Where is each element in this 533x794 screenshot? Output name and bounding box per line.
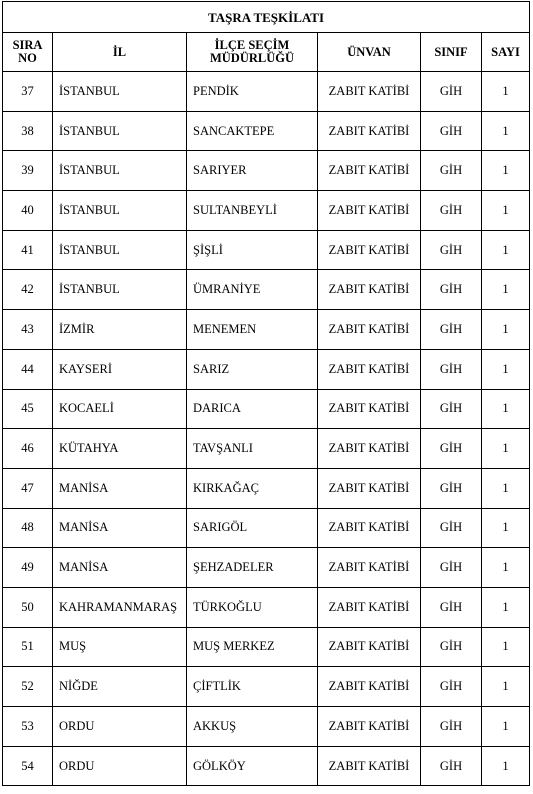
table-title-row xyxy=(3,2,530,33)
header-sira-no-line1: SIRA xyxy=(12,38,43,52)
cell-unvan: ZABIT KATİBİ xyxy=(318,746,421,786)
cell-sira-no: 40 xyxy=(3,191,53,231)
cell-il: İSTANBUL xyxy=(53,151,187,191)
cell-il: KOCAELİ xyxy=(53,389,187,429)
cell-sira-no: 51 xyxy=(3,627,53,667)
cell-sinif: GİH xyxy=(421,508,482,548)
table-row xyxy=(3,72,530,112)
cell-sayi: 1 xyxy=(482,667,530,707)
cell-sinif: GİH xyxy=(421,72,482,112)
cell-sira-no: 43 xyxy=(3,310,53,350)
cell-sira-no: 42 xyxy=(3,270,53,310)
cell-ilce: MUŞ MERKEZ xyxy=(187,627,318,667)
cell-sira-no: 45 xyxy=(3,389,53,429)
cell-il: KÜTAHYA xyxy=(53,429,187,469)
cell-sira-no: 46 xyxy=(3,429,53,469)
table-row xyxy=(3,707,530,747)
cell-il: KAYSERİ xyxy=(53,349,187,389)
cell-ilce: TAVŞANLI xyxy=(187,429,318,469)
cell-sinif: GİH xyxy=(421,230,482,270)
cell-unvan: ZABIT KATİBİ xyxy=(318,349,421,389)
cell-unvan: ZABIT KATİBİ xyxy=(318,627,421,667)
cell-sira-no: 41 xyxy=(3,230,53,270)
cell-sira-no: 54 xyxy=(3,746,53,786)
cell-unvan: ZABIT KATİBİ xyxy=(318,151,421,191)
cell-ilce: ŞEHZADELER xyxy=(187,548,318,588)
header-unvan: ÜNVAN xyxy=(318,33,421,72)
cell-sayi: 1 xyxy=(482,191,530,231)
cell-sayi: 1 xyxy=(482,707,530,747)
cell-sinif: GİH xyxy=(421,746,482,786)
cell-ilce: GÖLKÖY xyxy=(187,746,318,786)
header-ilce-line2: MÜDÜRLÜĞÜ xyxy=(209,51,295,65)
cell-il: İSTANBUL xyxy=(53,270,187,310)
cell-sira-no: 52 xyxy=(3,667,53,707)
cell-unvan: ZABIT KATİBİ xyxy=(318,389,421,429)
cell-unvan: ZABIT KATİBİ xyxy=(318,230,421,270)
cell-ilce: AKKUŞ xyxy=(187,707,318,747)
cell-sayi: 1 xyxy=(482,548,530,588)
table-row xyxy=(3,111,530,151)
cell-sayi: 1 xyxy=(482,429,530,469)
table-row xyxy=(3,429,530,469)
cell-il: İZMİR xyxy=(53,310,187,350)
table-row xyxy=(3,230,530,270)
tasra-teskilati-table xyxy=(2,1,530,786)
header-sinif: SINIF xyxy=(421,33,482,72)
table-row xyxy=(3,151,530,191)
cell-unvan: ZABIT KATİBİ xyxy=(318,72,421,112)
table-title: TAŞRA TEŞKİLATI xyxy=(3,2,530,33)
cell-sinif: GİH xyxy=(421,349,482,389)
cell-ilce: TÜRKOĞLU xyxy=(187,587,318,627)
cell-sayi: 1 xyxy=(482,349,530,389)
cell-ilce: ÇİFTLİK xyxy=(187,667,318,707)
cell-sinif: GİH xyxy=(421,191,482,231)
table-row xyxy=(3,627,530,667)
cell-sira-no: 47 xyxy=(3,468,53,508)
table-body xyxy=(3,72,530,786)
cell-il: İSTANBUL xyxy=(53,191,187,231)
cell-sayi: 1 xyxy=(482,310,530,350)
cell-sira-no: 39 xyxy=(3,151,53,191)
header-il: İL xyxy=(53,33,187,72)
cell-sinif: GİH xyxy=(421,707,482,747)
cell-sayi: 1 xyxy=(482,587,530,627)
cell-ilce: DARICA xyxy=(187,389,318,429)
cell-sayi: 1 xyxy=(482,111,530,151)
cell-sayi: 1 xyxy=(482,468,530,508)
table-row xyxy=(3,468,530,508)
cell-ilce: PENDİK xyxy=(187,72,318,112)
cell-sinif: GİH xyxy=(421,151,482,191)
cell-ilce: ÜMRANİYE xyxy=(187,270,318,310)
cell-il: MANİSA xyxy=(53,468,187,508)
cell-unvan: ZABIT KATİBİ xyxy=(318,508,421,548)
cell-sayi: 1 xyxy=(482,151,530,191)
cell-unvan: ZABIT KATİBİ xyxy=(318,270,421,310)
cell-sinif: GİH xyxy=(421,587,482,627)
cell-il: İSTANBUL xyxy=(53,230,187,270)
cell-ilce: SANCAKTEPE xyxy=(187,111,318,151)
header-sayi: SAYI xyxy=(482,33,530,72)
cell-sinif: GİH xyxy=(421,270,482,310)
cell-sayi: 1 xyxy=(482,230,530,270)
cell-il: MUŞ xyxy=(53,627,187,667)
cell-sinif: GİH xyxy=(421,111,482,151)
cell-sinif: GİH xyxy=(421,429,482,469)
table-header-row xyxy=(3,33,530,72)
table-row xyxy=(3,667,530,707)
cell-il: ORDU xyxy=(53,707,187,747)
cell-il: MANİSA xyxy=(53,548,187,588)
cell-sira-no: 53 xyxy=(3,707,53,747)
cell-ilce: SARIGÖL xyxy=(187,508,318,548)
cell-unvan: ZABIT KATİBİ xyxy=(318,310,421,350)
cell-unvan: ZABIT KATİBİ xyxy=(318,111,421,151)
cell-sinif: GİH xyxy=(421,627,482,667)
cell-sira-no: 44 xyxy=(3,349,53,389)
cell-sayi: 1 xyxy=(482,72,530,112)
table-row xyxy=(3,389,530,429)
header-sira-no xyxy=(3,33,53,72)
cell-ilce: KIRKAĞAÇ xyxy=(187,468,318,508)
cell-ilce: SARIYER xyxy=(187,151,318,191)
table-row xyxy=(3,508,530,548)
cell-sinif: GİH xyxy=(421,667,482,707)
cell-ilce: MENEMEN xyxy=(187,310,318,350)
cell-unvan: ZABIT KATİBİ xyxy=(318,468,421,508)
cell-sinif: GİH xyxy=(421,548,482,588)
table-row xyxy=(3,270,530,310)
cell-sira-no: 50 xyxy=(3,587,53,627)
cell-sinif: GİH xyxy=(421,389,482,429)
cell-sira-no: 37 xyxy=(3,72,53,112)
table-row xyxy=(3,746,530,786)
header-ilce xyxy=(187,33,318,72)
table-row xyxy=(3,310,530,350)
cell-ilce: SULTANBEYLİ xyxy=(187,191,318,231)
cell-unvan: ZABIT KATİBİ xyxy=(318,548,421,588)
header-sira-no-line2: NO xyxy=(18,51,37,65)
cell-il: NİĞDE xyxy=(53,667,187,707)
table-row xyxy=(3,548,530,588)
header-ilce-line1: İLÇE SEÇİM xyxy=(214,38,290,52)
table-row xyxy=(3,191,530,231)
cell-sira-no: 48 xyxy=(3,508,53,548)
cell-sayi: 1 xyxy=(482,746,530,786)
cell-unvan: ZABIT KATİBİ xyxy=(318,667,421,707)
cell-sayi: 1 xyxy=(482,627,530,667)
table-row xyxy=(3,349,530,389)
cell-sayi: 1 xyxy=(482,508,530,548)
cell-sayi: 1 xyxy=(482,389,530,429)
cell-sinif: GİH xyxy=(421,310,482,350)
cell-sira-no: 49 xyxy=(3,548,53,588)
cell-sayi: 1 xyxy=(482,270,530,310)
cell-unvan: ZABIT KATİBİ xyxy=(318,587,421,627)
cell-il: MANİSA xyxy=(53,508,187,548)
cell-ilce: SARIZ xyxy=(187,349,318,389)
cell-sinif: GİH xyxy=(421,468,482,508)
cell-unvan: ZABIT KATİBİ xyxy=(318,191,421,231)
cell-sira-no: 38 xyxy=(3,111,53,151)
cell-il: KAHRAMANMARAŞ xyxy=(53,587,187,627)
cell-il: ORDU xyxy=(53,746,187,786)
cell-unvan: ZABIT KATİBİ xyxy=(318,429,421,469)
cell-ilce: ŞİŞLİ xyxy=(187,230,318,270)
cell-il: İSTANBUL xyxy=(53,72,187,112)
cell-unvan: ZABIT KATİBİ xyxy=(318,707,421,747)
table-row xyxy=(3,587,530,627)
cell-il: İSTANBUL xyxy=(53,111,187,151)
